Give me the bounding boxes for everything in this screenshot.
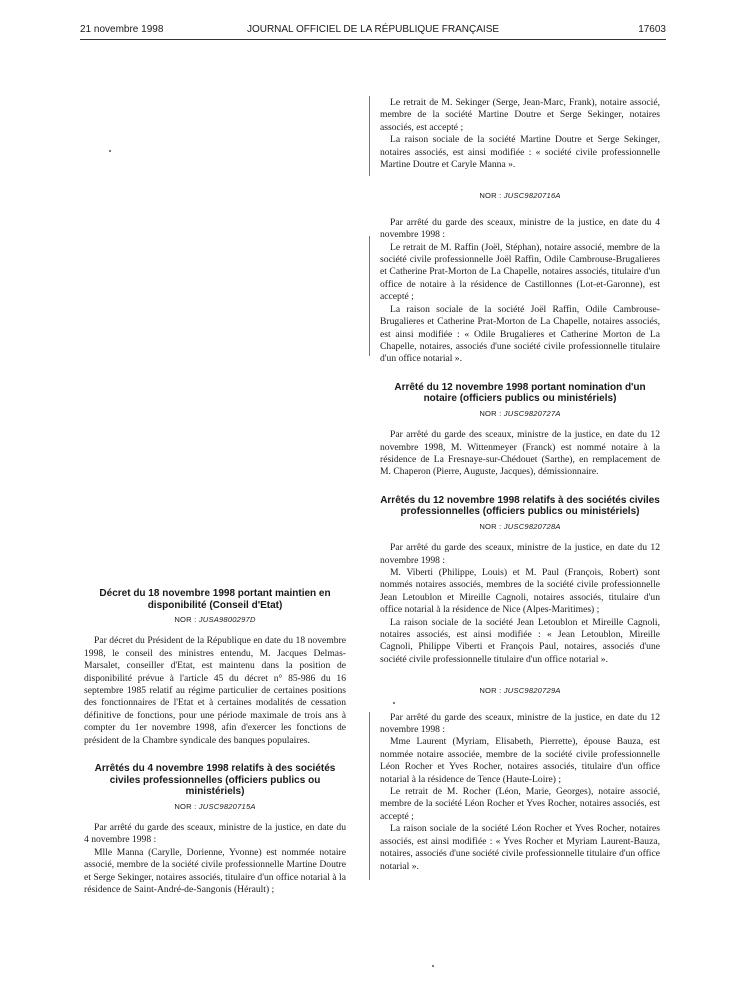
header-date: 21 novembre 1998 <box>80 24 164 35</box>
paragraph: Par arrêté du garde des sceaux, ministre de la justice, en date du 12 novembre 1998 : <box>380 711 660 736</box>
header-rule <box>80 39 666 40</box>
paragraph: Par arrêté du garde des sceaux, ministre de la justice, en date du 12 novembre 1998 : <box>380 542 660 566</box>
left-column <box>84 588 346 896</box>
page-number: 17603 <box>638 24 666 35</box>
margin-bar <box>369 712 370 880</box>
paragraph: La raison sociale de la société Léon Rocher et Yves Rocher, notaires associés, est ainsi modifiée : « Yves Rocher et Myriam Laurent-Bauza, notaires, associés d'une société civile professionnelle titulaire d'un office notarial ». <box>380 823 660 872</box>
margin-bar <box>369 236 370 356</box>
nor-code: JUSC9820728A <box>503 521 561 531</box>
paragraph: Par arrêté du garde des sceaux, ministre de la justice, en date du 12 novembre 1998, M. Wittenmeyer (Franck) est nommé notaire à la résidence de La Fresnaye-sur-Chédouet (Sarthe), en remplacement de M. Chaperon (Pierre, Auguste, Jacques), démissionnaire. <box>380 429 660 478</box>
nor-reference <box>84 614 346 626</box>
paragraph: Mlle Manna (Carylle, Dorienne, Yvonne) est nommée notaire associé, membre de la société civile professionnelle Martine Doutre et Serge Sekinger, notaires associés, titulaire d'un office notarial à la résidence de Saint-André-de-Sangonis (Hérault) ; <box>84 846 346 895</box>
paragraph: La raison sociale de la société Jean Letoublon et Mireille Cagnoli, notaires associés, est ainsi modifiée : « Jean Letoublon, Mireille Cagnoli, Philippe Viberti et François Paul, notaires, associés d'une société civile professionnelle titulaire d'un office notarial ». <box>380 616 660 665</box>
paragraph: Par arrêté du garde des sceaux, ministre de la justice, en date du 4 novembre 1998 : <box>84 821 346 846</box>
paragraph: Par décret du Président de la République en date du 18 novembre 1998, le conseil des ministres entendu, M. Jacques Delmas-Marsalet, conseiller d'Etat, est maintenu dans la position de disponibilité prévue à l'article 45 du décret n° 85-986 du 16 septembre 1985 relatif au régime particulier de certaines positions des fonctionnaires de l'Etat et à certaines modalités de cessation définitive de fonctions, pour une période maximale de trois ans à compter du 1er novembre 1998, afin d'exercer les fonctions de président de la Chambre syndicale des banques populaires. <box>84 635 346 746</box>
nor-label: NOR : <box>479 191 502 201</box>
nor-label: NOR : <box>479 686 502 696</box>
section-title: Arrêté du 12 novembre 1998 portant nomination d'un notaire (officiers publics ou ministériels) <box>394 381 646 405</box>
nor-reference <box>380 190 660 202</box>
nor-label: NOR : <box>479 521 502 531</box>
right-column <box>380 97 660 873</box>
nor-code: JUSC9820729A <box>503 686 561 696</box>
nor-reference <box>380 685 660 697</box>
section-title: Arrêtés du 4 novembre 1998 relatifs à des sociétés civiles professionnelles (officiers publics ou ministériels) <box>94 763 336 798</box>
nor-label: NOR : <box>174 615 197 624</box>
nor-reference <box>84 801 346 813</box>
paragraph: Le retrait de M. Rocher (Léon, Marie, Georges), notaire associé, membre de la société Léon Rocher et Yves Rocher, notaires associés, est accepté ; <box>380 786 660 822</box>
scan-speck <box>432 965 434 967</box>
journal-title: JOURNAL OFFICIEL DE LA RÉPUBLIQUE FRANÇAISE <box>246 24 500 35</box>
scan-speck <box>109 150 111 152</box>
nor-label: NOR : <box>479 408 502 418</box>
paragraph: Le retrait de M. Raffin (Joël, Stéphan), notaire associé, membre de la société civile professionnelle Joël Raffin, Odile Cambrouse-Brugalieres et Catherine Prat-Morton de La Chapelle, notaires associés, titulaire d'un office de notaire à la résidence de Castillonnes (Lot-et-Garonne), est accepté ; <box>380 241 660 303</box>
nor-code: JUSC9820715A <box>198 801 256 811</box>
paragraph: Par arrêté du garde des sceaux, ministre de la justice, en date du 4 novembre 1998 : <box>380 216 660 241</box>
nor-reference <box>380 408 660 420</box>
nor-code: JUSC9820727A <box>503 408 561 418</box>
section-title: Décret du 18 novembre 1998 portant maintien en disponibilité (Conseil d'Etat) <box>99 588 331 611</box>
paragraph: Le retrait de M. Sekinger (Serge, Jean-Marc, Frank), notaire associé, membre de la société Martine Doutre et Serge Sekinger, notaires associés, est accepté ; <box>380 97 660 133</box>
margin-bar <box>369 96 370 176</box>
nor-label: NOR : <box>174 801 197 811</box>
page-header <box>80 24 666 38</box>
section-title: Arrêtés du 12 novembre 1998 relatifs à des sociétés civiles professionnelles (officiers publics ou ministériels) <box>380 494 660 518</box>
paragraph: La raison sociale de la société Joël Raffin, Odile Cambrouse-Brugalieres et Catherine Prat-Morton de La Chapelle, notaires associés, est ainsi modifiée : « Odile Brugalieres et Catherine Morton de La Chapelle, notaires, associés d'une société civile professionnelle titulaire d'un office notarial ». <box>380 303 660 365</box>
nor-code: JUSA9800297D <box>198 615 256 624</box>
nor-code: JUSC9820716A <box>503 191 561 201</box>
nor-reference <box>380 521 660 533</box>
paragraph: M. Viberti (Philippe, Louis) et M. Paul (François, Robert) sont nommés notaires associés, membres de la société civile professionnelle Jean Letoublon et Mireille Cagnoli, notaires associés, titulaire d'un office notarial à la résidence de Nice (Alpes-Maritimes) ; <box>380 566 660 616</box>
paragraph: Mme Laurent (Myriam, Elisabeth, Pierrette), épouse Bauza, est nommée notaire associée, membre de la société civile professionnelle Léon Rocher et Yves Rocher, notaires associés, titulaire d'un office notarial à la résidence de Tence (Haute-Loire) ; <box>380 736 660 785</box>
paragraph: La raison sociale de la société Martine Doutre et Serge Sekinger, notaires associés, est ainsi modifiée : « société civile professionnelle Martine Doutre et Caryle Manna ». <box>380 134 660 171</box>
